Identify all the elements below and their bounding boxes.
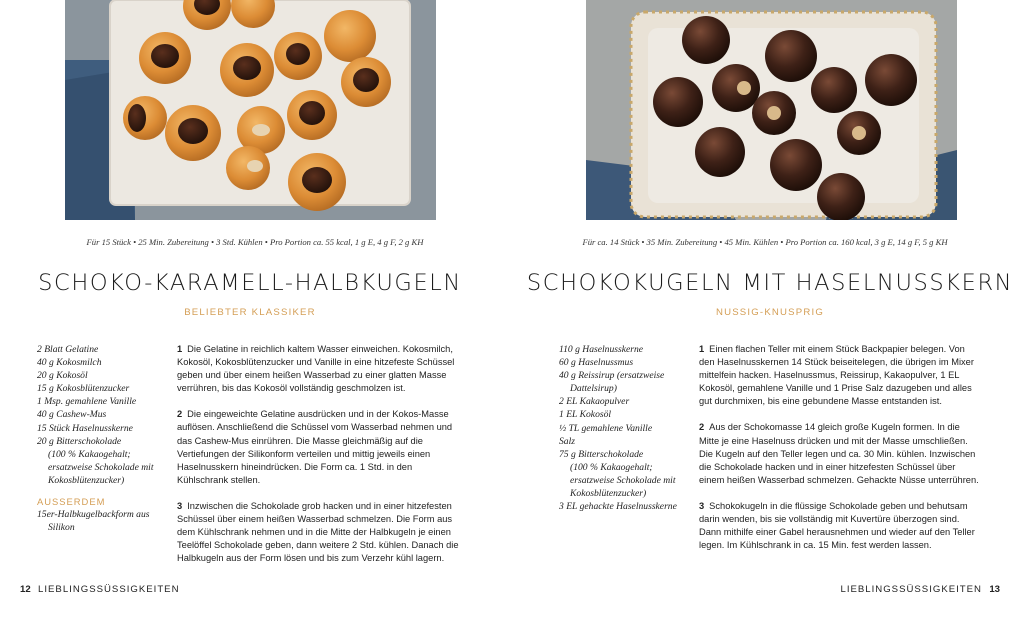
right-page xyxy=(510,0,1020,618)
step-text: Einen flachen Teller mit einem Stück Backpapier belegen. Von den Haselnusskernen 14 Stück beiseitelegen, die übrigen im Mixer mittelfein hacken. Haselnussmus, Reissirup, Kakaopulver, 1 EL Kokosöl, gemahlene Vanille und 1 Prise Salz dazugeben und alles gut durchmixen, bis eine gebundene Masse entstanden ist. xyxy=(699,344,974,407)
step-text: Inzwischen die Schokolade grob hacken und in einer hitzefesten Schüssel über einem heißen Wasserbad schmelzen. Die Form aus dem Kühlschrank nehmen und in die Mitte der Halbkugeln je einen Teelöffel Schokolade geben, dann weitere 2 Std. kühlen. Danach die Halbkugeln aus der Form lösen und bis zum Verzehr kühl lagern. xyxy=(177,500,459,564)
ingredient-list xyxy=(37,343,167,534)
step xyxy=(177,408,459,487)
ingredient: 75 g Bitterschokolade xyxy=(559,448,644,460)
ingredient-continued: ersatzweise Schokolade mit xyxy=(48,461,154,473)
ingredient-continued: (100 % Kakaogehalt; xyxy=(48,448,131,460)
recipe-info: Für ca. 14 Stück • 35 Min. Zubereitung • 45 Min. Kühlen • Pro Portion ca. 160 kcal, 3 g E, 14 g F, 5 g KH xyxy=(582,237,948,247)
recipe-title: SCHOKOKUGELN MIT HASELNUSSKERN xyxy=(526,270,1014,296)
ingredient-continued: (100 % Kakaogehalt; xyxy=(570,461,653,473)
ingredient-continued: Dattelsirup) xyxy=(570,383,617,395)
step xyxy=(699,421,981,486)
ingredient: 40 g Kokosmilch xyxy=(37,357,102,369)
ingredient: ½ TL gemahlene Vanille xyxy=(559,422,653,434)
step xyxy=(177,500,459,565)
recipe-subtitle: NUSSIG-KNUSPRIG xyxy=(715,307,825,318)
ingredient: 20 g Bitterschokolade xyxy=(37,435,122,447)
footer-label: LIEBLINGSSÜSSIGKEITEN xyxy=(38,584,180,595)
ingredient: 1 Msp. gemahlene Vanille xyxy=(37,396,137,408)
step xyxy=(177,343,459,395)
step-text: Aus der Schokomasse 14 gleich große Kugeln formen. In die Mitte je eine Haselnuss drücken und mit der Masse umschließen. Die Kugeln auf den Teller legen und ca. 30 Min. kühlen. Inzwischen die Schokolade hacken und in einer hitzefesten Schüssel über einem heißen Wasserbad schmelzen. Gehackte Nüsse unterrühren. xyxy=(699,422,979,485)
step-number: 2 xyxy=(699,422,705,433)
step-number: 2 xyxy=(177,409,183,420)
page-number: 13 xyxy=(989,584,1000,595)
photo-hazelnut-balls xyxy=(586,0,957,220)
ingredient-continued: Kokosblütenzucker) xyxy=(48,474,125,486)
step-number: 3 xyxy=(177,500,183,511)
ingredient: 110 g Haselnusskerne xyxy=(559,344,644,355)
extra-item-continued: Silikon xyxy=(48,522,75,534)
step-number: 3 xyxy=(699,500,705,511)
photo-illustration xyxy=(65,0,436,220)
ingredient-continued: Kokosblütenzucker) xyxy=(570,488,647,500)
photo-caramel-half-spheres xyxy=(65,0,436,220)
ingredient: 20 g Kokosöl xyxy=(37,370,88,382)
step xyxy=(699,500,981,552)
extra-heading: AUSSERDEM xyxy=(37,496,106,508)
step-list xyxy=(177,343,459,578)
ingredient: 60 g Haselnussmus xyxy=(559,357,634,369)
ingredient: 2 Blatt Gelatine xyxy=(37,344,99,355)
step-text: Schokokugeln in die flüssige Schokolade geben und behutsam darin wenden, bis sie vollständig mit Kuvertüre überzogen sind. Dann mithilfe einer Gabel herausnehmen und wieder auf den Teller legen. Im Kühlschrank in ca. 15 Min. fest werden lassen. xyxy=(699,500,975,551)
page-number: 12 xyxy=(20,584,31,595)
ingredient: 1 EL Kokosöl xyxy=(559,409,612,421)
recipe-title: SCHOKO-KARAMELL-HALBKUGELN xyxy=(38,270,462,296)
ingredient: 15 g Kokosblütenzucker xyxy=(37,383,130,395)
step-number: 1 xyxy=(699,344,705,354)
step xyxy=(699,343,981,408)
recipe-subtitle: BELIEBTER KLASSIKER xyxy=(184,307,316,318)
page-footer xyxy=(20,584,180,595)
page-footer xyxy=(840,584,1000,595)
ingredient-list xyxy=(559,343,689,513)
ingredient: 2 EL Kakaopulver xyxy=(559,396,630,408)
photo-illustration xyxy=(586,0,957,220)
ingredient: 40 g Reissirup (ersatzweise xyxy=(559,370,665,382)
step-number: 1 xyxy=(177,344,183,354)
recipe-info: Für 15 Stück • 25 Min. Zubereitung • 3 Std. Kühlen • Pro Portion ca. 55 kcal, 1 g E, 4 g F, 2 g KH xyxy=(86,237,424,247)
ingredient-continued: ersatzweise Schokolade mit xyxy=(570,474,676,486)
extra-item: 15er-Halbkugelbackform aus xyxy=(37,509,150,521)
ingredient: 15 Stück Haselnusskerne xyxy=(37,422,133,434)
ingredient: 3 EL gehackte Haselnusskerne xyxy=(559,501,677,513)
step-list xyxy=(699,343,981,565)
footer-label: LIEBLINGSSÜSSIGKEITEN xyxy=(840,584,982,595)
step-text: Die eingeweichte Gelatine ausdrücken und in der Kokos-Masse auflösen. Anschließend die Schüssel vom Wasserbad nehmen und das Cashew-Mus einrühren. Die Masse gleichmäßig auf die Vertiefungen der Silikonform verteilen und mittig jeweils einen Haselnusskern hineindrücken. Die Form ca. 1 Std. in den Kühlschrank stellen. xyxy=(177,409,453,485)
ingredient: Salz xyxy=(559,435,575,447)
ingredient: 40 g Cashew-Mus xyxy=(37,409,107,421)
step-text: Die Gelatine in reichlich kaltem Wasser einweichen. Kokosmilch, Kokosöl, Kokosblütenzucker und Vanille in eine hitzefeste Schüssel geben und über einem heißen Wasserbad zu einer glatten Masse verrühren, bis das Kokosöl vollständig geschmolzen ist. xyxy=(177,344,455,394)
